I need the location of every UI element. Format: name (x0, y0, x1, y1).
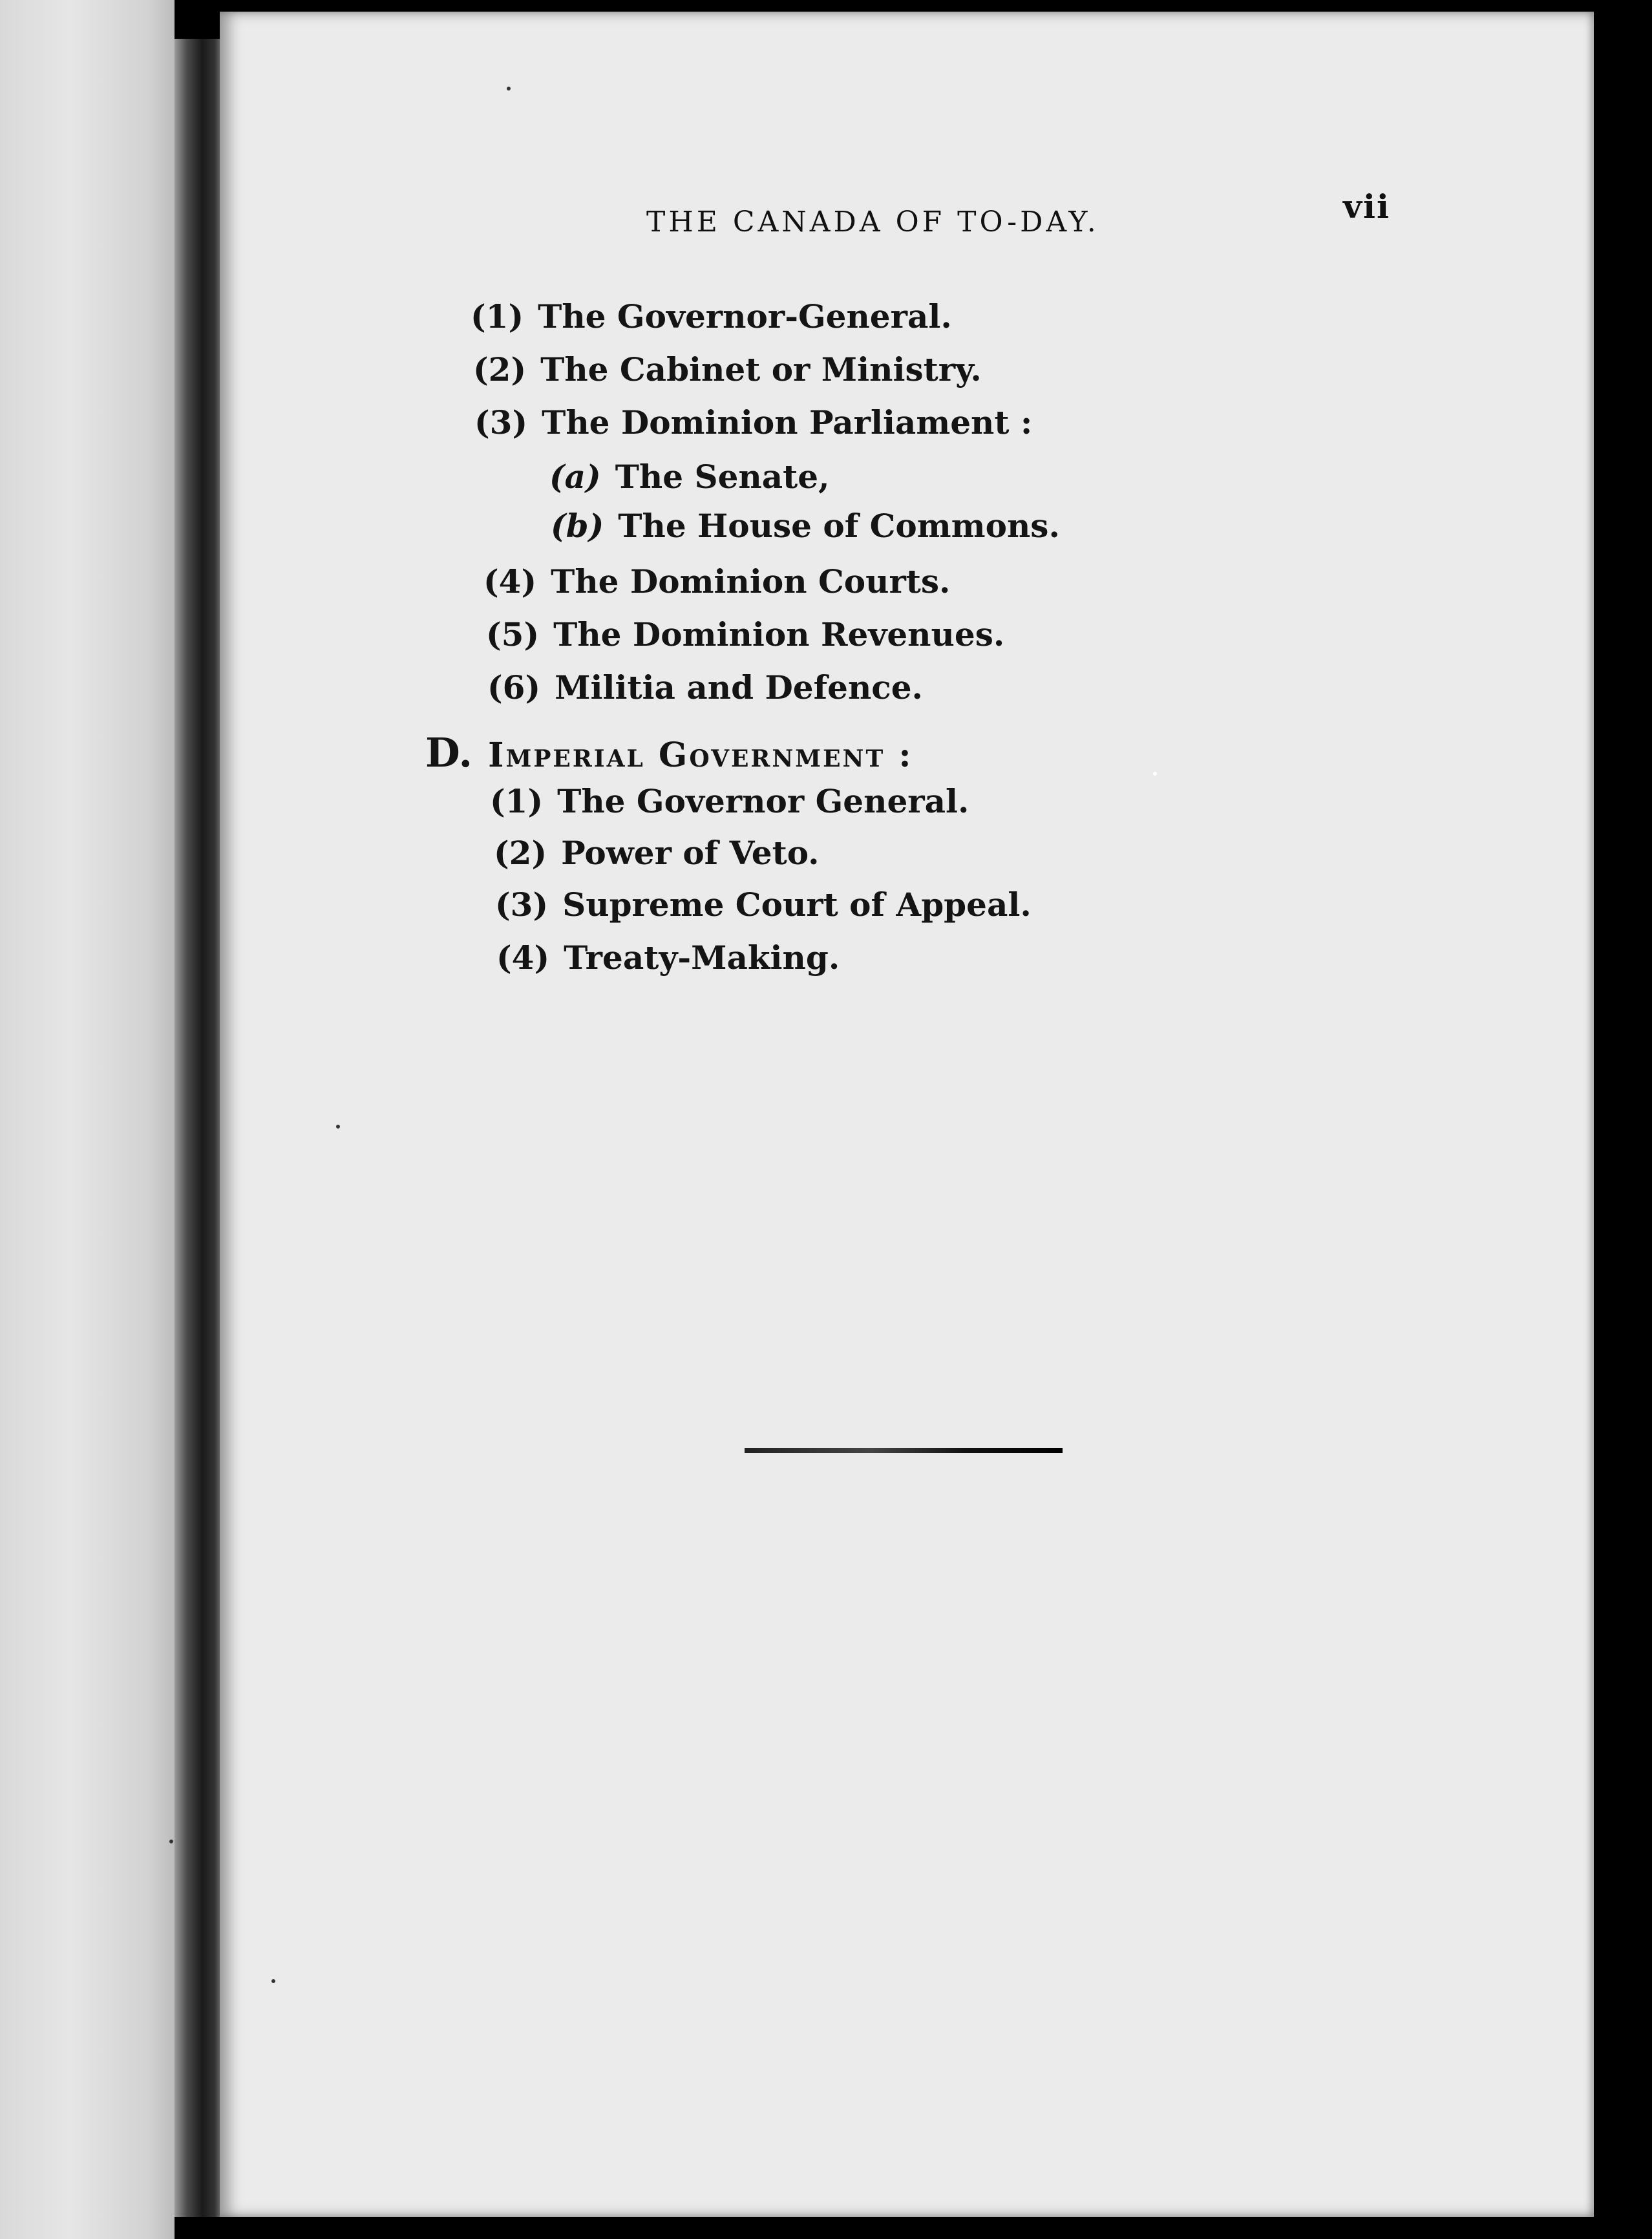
toc-entry (483, 562, 950, 600)
toc-subentry (551, 507, 1060, 545)
page-number: vii (1343, 187, 1391, 226)
toc-entry (471, 297, 952, 335)
end-rule (745, 1448, 1063, 1453)
toc-entry (494, 834, 820, 872)
scan-speck (336, 1125, 340, 1129)
book-binding-gutter (175, 39, 225, 2217)
entry-number: (1) (471, 297, 524, 335)
scan-speck (1153, 772, 1157, 776)
entry-number: (2) (494, 834, 547, 872)
section-heading (425, 729, 913, 776)
entry-text: Treaty-Making. (564, 939, 840, 977)
entry-text: The Dominion Courts. (551, 562, 951, 600)
entry-number: (3) (495, 886, 549, 924)
entry-text: Supreme Court of Appeal. (562, 886, 1032, 924)
subentry-text: The House of Commons. (618, 507, 1060, 545)
previous-page-edge (0, 0, 175, 2239)
entry-text: The Governor-General. (538, 297, 952, 335)
entry-number: (4) (496, 939, 550, 977)
section-letter: D. (425, 729, 473, 776)
toc-subentry (549, 458, 829, 496)
toc-entry (474, 403, 1032, 441)
toc-entry (487, 668, 923, 706)
entry-number: (3) (474, 403, 528, 441)
entry-text: The Dominion Revenues. (553, 615, 1005, 653)
entry-text: The Cabinet or Ministry. (540, 350, 982, 388)
scan-speck (169, 1840, 173, 1843)
entry-number: (1) (490, 782, 544, 820)
book-page (220, 12, 1594, 2217)
scan-border (1594, 0, 1652, 2239)
subentry-letter: (a) (549, 458, 601, 496)
entry-text: The Dominion Parliament : (542, 403, 1033, 441)
toc-entry (495, 886, 1032, 924)
entry-number: (4) (483, 562, 537, 600)
entry-text: Power of Veto. (561, 834, 820, 872)
scan-speck (507, 87, 511, 90)
entry-text: Militia and Defence. (555, 668, 923, 706)
toc-entry (486, 615, 1004, 653)
section-title: Imperial Government : (488, 736, 913, 775)
entry-text: The Governor General. (557, 782, 969, 820)
entry-number: (2) (473, 350, 527, 388)
toc-entry (473, 350, 982, 388)
running-head: THE CANADA OF TO-DAY. (646, 206, 1099, 239)
subentry-letter: (b) (551, 507, 604, 545)
scan-speck (271, 1979, 275, 1983)
toc-entry (496, 939, 840, 977)
toc-entry (490, 782, 969, 820)
subentry-text: The Senate, (615, 458, 830, 496)
entry-number: (6) (487, 668, 541, 706)
entry-number: (5) (486, 615, 540, 653)
